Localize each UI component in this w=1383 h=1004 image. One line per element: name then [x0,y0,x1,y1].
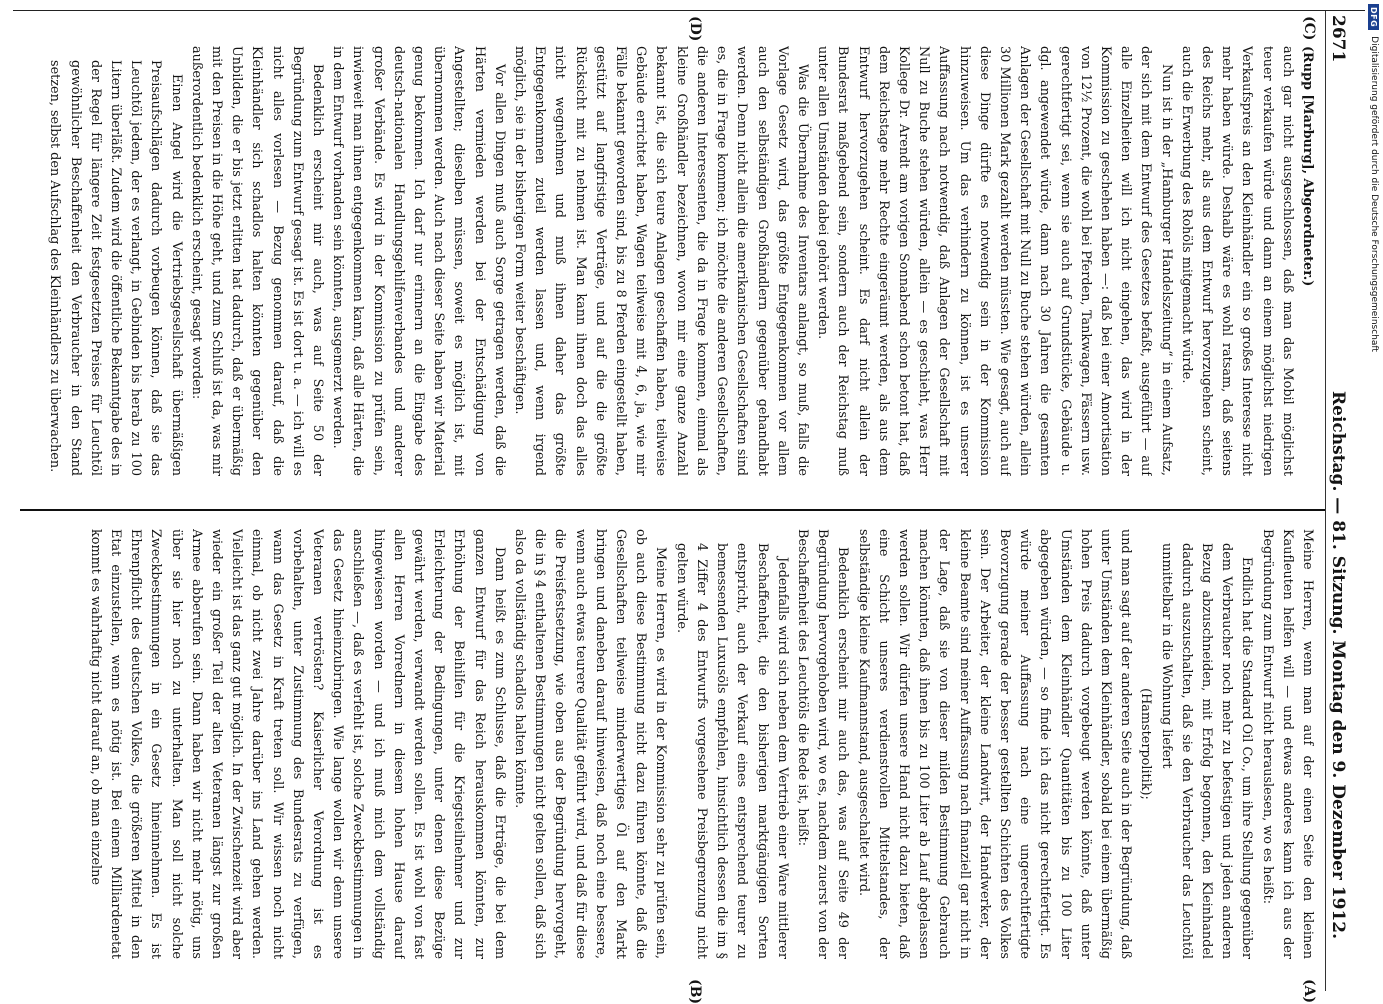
quoted-paragraph: Endlich hat die Standard Oil Co., um ihre Stellung gegenüber dem Verbraucher noch mehr zu befestigen und jeden anderen Bezug abzuschneiden, mit Erfolg begonnen, den Kleinhandel dadurch auszuschalten, daß sie den Verbraucher das Leuchtöl unmittelbar in die Wohnung liefert [1158,543,1255,959]
paragraph: Meine Herren, es wird in der Kommission sehr zu prüfen sein, ob auch diese Bestimmung nicht dazu führen könnte, daß die Gesellschaften teilweise minderwertiges Öl auf den Markt bringen und daneben darauf hinweisen, daß noch eine bessere, wenn auch etwas teurere Qualität geführt wird, und daß für diese die Preisfestsetzung, wie oben aus der Begründung hervorgeht, die in § 4 enthaltenen Bestimmungen nicht gelten sollen, daß sich also da vollständig schadlos halten könnte. [512,529,669,959]
credit-text: Digitalisierung gefördert durch die Deutsche Forschungsgemeinschaft [1369,36,1379,352]
paragraph: Nun ist in der „Hamburger Handelszeitung“ in einem Aufsatz, der sich mit dem Entwurf des Gesetzes befaßt, ausgeführt — auf alle Einzelheiten will ich nicht eingehen, das wird in der Kommission zu geschehen haben —: daß bei einer Amortisation von 12½ Prozent, die wohl bei Pferden, Tankwagen, Fässern usw. gerechtfertigt sei, wenn sie auch auf Grundstücke, Gebäude u. dgl. angewendet würde, dann nach 30 Jahren die gesamten Anlagen der Gesellschaft mit Null zu Buche stehen würden, allein 30 Millionen Mark gezahlt werden müssten. Wie gesagt, auch auf diese Dinge dürfte es notwendig sein in der Kommission hinzuweisen. Um das verhindern zu können, ist es unserer Auffassung nach notwendig, daß Anlagen der Gesellschaft mit Null zu Buche stehen würden, allein — es geschieht, was Herr Kollege Dr. Arendt am vorigen Sonnabend schon betont hat, daß dem Reichstage mehr Rechte eingeräumt werden, als aus dem Entwurf hervorzugehen scheint. Es darf nicht allein der Bundesrat maßgebend sein, sondern auch der Reichstag muß unter allen Umständen dabei gehört werden. [815,46,1174,476]
column-divider [20,509,1325,511]
margin-marker-b: (B) [687,979,703,1004]
digitization-credit [1365,0,1383,1004]
paragraph: auch gar nicht ausgeschlossen, daß man das Mobil möglichst teuer verkaufen würde und dann an einem möglichst niedrigen Verkaufspreis an den Kleinhändler ein so großes Interesse nicht mehr haben würde. Deshalb wäre es wohl ratsam, daß seitens des Reichs mehr, als aus dem Entwurf hervorzugehen scheint, auch die Erwerbung des Rohöls mitgemacht würde. [1178,46,1295,476]
paragraph: Bedenklich erscheint mir auch das, was auf Seite 49 der Begründung hervorgehoben wird, wo es, nachdem zuerst von der Beschaffenheit des Leuchtöls die Rede ist, heißt: [794,529,851,959]
page-content [13,10,1365,1004]
dfg-logo: DFG [1369,4,1380,30]
interjection: (Hamsterpolitik); [1138,688,1154,800]
right-column [37,529,1317,959]
margin-marker-a: (A) [1301,979,1317,1004]
quoted-paragraph: Jedenfalls wird sich neben dem Vertrieb einer Ware mittlerer Beschaffenheit, die den bisherigen marktgängigen Sorten entspricht, auch der Verkauf eines entsprechend teurer zu bemessenden Luxusöls empfehlen, hinsichtlich dessen die im § 4 Ziffer 4 des Entwurfs vorgesehene Preisbegrenzung nicht gelten würde. [673,543,790,959]
page-number: 2671 [1328,15,1348,63]
page-title: Reichstag. — 81. Sitzung. Montag den 9. Dezember 1912. [1328,391,1348,940]
paragraph: und man sagt auf der anderen Seite auch in der Begründung, daß unter Umständen dem Kleinhändler, sobald bei einem übermäßig hohen Preis dadurch vorgebeugt werden könnte, daß unter Umständen dem Kleinhändler Quantitäten bis zu 100 Liter abgegeben würden, — so finde ich das nicht gerechtfertigt. Es würde meiner Auffassung nach eine ungerechtfertigte Bevorzugung gerade der besser gestellten Schichten des Volkes sein. Der Arbeiter, der kleine Landwirt, der Handwerker, der kleine Beamte sind meiner Auffassung nach finanziell gar nicht in der Lage, daß sie von dieser milden Bestimmung Gebrauch machen könnten, daß ihnen bis zu 100 Liter ab Lauf abgelassen werden sollen. Wir dürfen unsere Hand nicht dazu bieten, daß eine Schicht unseres verdienstvollen Mittelstandes, der selbständige kleine Kaufmannstand, ausgeschaltet wird. [855,529,1134,959]
header-line [1326,11,1348,991]
speaker-line: (Rupp [Marburg], Abgeordneter.) [1300,46,1315,287]
margin-marker-d: (D) [687,16,703,42]
paragraph: Dann heißt es zum Schlusse, daß die Erträge, die bei dem ganzen Entwurf für das Reich herauskommen könnten, zur Erhöhung der Beihilfen für die Kriegsteilnehmer und zur Erleichterung der Bedingungen, unter denen diese Bezüge gewährt werden, verwandt werden sollen. Es ist wohl von fast allen Herren Vorrednern in diesem hohen Hause darauf hingewiesen worden — und ich muß mich dem vollständig anschließen —, daß es verfehlt ist, solche Zweckbestimmungen in das Gesetz hineinzubringen. Wie lange wollen wir denn unsere Veteranen vertrösten? Kaiserlicher Verordnung ist es vorbehalten, unter Zustimmung des Bundesrats zu verfügen, wann das Gesetz in Kraft treten soll. Wir wissen noch nicht einmal, ob nicht zwei Jahre darüber ins Land gehen werden. Vielleicht ist das ganz gut möglich. In der Zwischenzeit wird aber wieder ein großer Teil der alten Veteranen längst zur großen Armee abberufen sein. Dann haben wir nicht mehr nötig, uns über sie hier noch zu unterhalten. Man soll nicht solche Zweckbestimmungen in ein Gesetz hineinnehmen. Es ist Ehrenpflicht des deutschen Volkes, die größeren Mittel in den Etat einzustellen, wenn es nötig ist. Bei einem Milliardenetat kommt es wahrhaftig nicht darauf an, ob man einzelne [87,529,507,959]
paragraph: Was die Übernahme des Inventars anlangt, so muß, falls die Vorlage Gesetz wird, das größte Entgegenkommen vor allem auch den selbständigen Großhändlern gegenüber gehandhabt werden. Denn nicht allein die amerikanischen Gesellschaften sind es, die in Frage kommen; ich möchte die anderen Gesellschaften, die anderen Interessenten, die da in Frage kommen, einmal als kleine Großhändler bezeichnen, wovon mir eine ganze Anzahl bekannt ist, die sich teure Anlagen geschaffen haben, teilweise Gebäude errichtet haben, Wagen teilweise mit 4, 6, ja, wie mir Fälle bekannt geworden sind, bis zu 8 Pferden eingestellt haben, gestützt auf langfristige Verträge, und auf die die größte Rücksicht mit zu nehmen ist. Man kann ihnen doch das alles nicht wegnehmen und muß ihnen daher das größte Entgegenkommen zuteil werden lassen und, wenn irgend möglich, sie in der bisherigen Form weiter beschäftigen. [512,46,810,476]
paragraph: Meine Herren, wenn man auf der einen Seite den kleinen Kaufleuten helfen will — und etwas anderes kann ich aus der Begründung zum Entwurf nicht herauslesen, wo es heißt: [1259,529,1315,959]
quoted-paragraph: Einen Angel wird die Vertriebsgesellschaft übermäßigen Preisaufschlägen dadurch vorbeugen können, daß sie das Leuchtöl jedem, der es verlangt, in Gebinden bis herab zu 100 Litern überläßt. Zudem wird die öffentliche Bekanntgabe des in der Regel für längere Zeit festgesetzten Preises für Leuchtöl gewöhnlicher Beschaffenheit den Verbraucher in den Stand setzen, selbst den Aufschlag des Kleinhändlers zu überwachen. [47,60,184,476]
left-column [37,46,1317,476]
paragraph: Vor allen Dingen muß auch Sorge getragen werden, daß die Härten vermieden werden bei der Entschädigung von Angestellten; dieselben müssen, soweit es möglich ist, mit übernommen werden. Auch nach dieser Seite haben wir Material genug bekommen. Ich darf nur erinnern an die Eingabe des deutsch-nationalen Handlungsgehilfenverbandes und anderer großer Verbände. Es wird in der Kommission zu prüfen sein, inwieweit man ihnen entgegenkommen kann, daß alle Härten, die in dem Entwurf vorhanden sein könnten, ausgemerzt werden. [330,46,507,476]
header-rule [1325,11,1326,991]
paragraph: Bedenklich erscheint mir auch, was auf Seite 50 der Begründung zum Entwurf gesagt ist. Es ist dort u. a. — ich will es nicht alles vorlesen — Bezug genommen darauf, daß die Kleinhändler sich schadlos halten könnten gegenüber den Unbilden, die er bis jetzt erlitten hat dadurch, daß er übermäßig mit den Preisen in die Höhe geht, und zum Schluß ist da, was mir außerordentlich bedenklich erscheint, gesagt worden: [188,46,326,476]
margin-marker-c: (C) [1301,16,1317,41]
page-header [1328,11,1362,991]
